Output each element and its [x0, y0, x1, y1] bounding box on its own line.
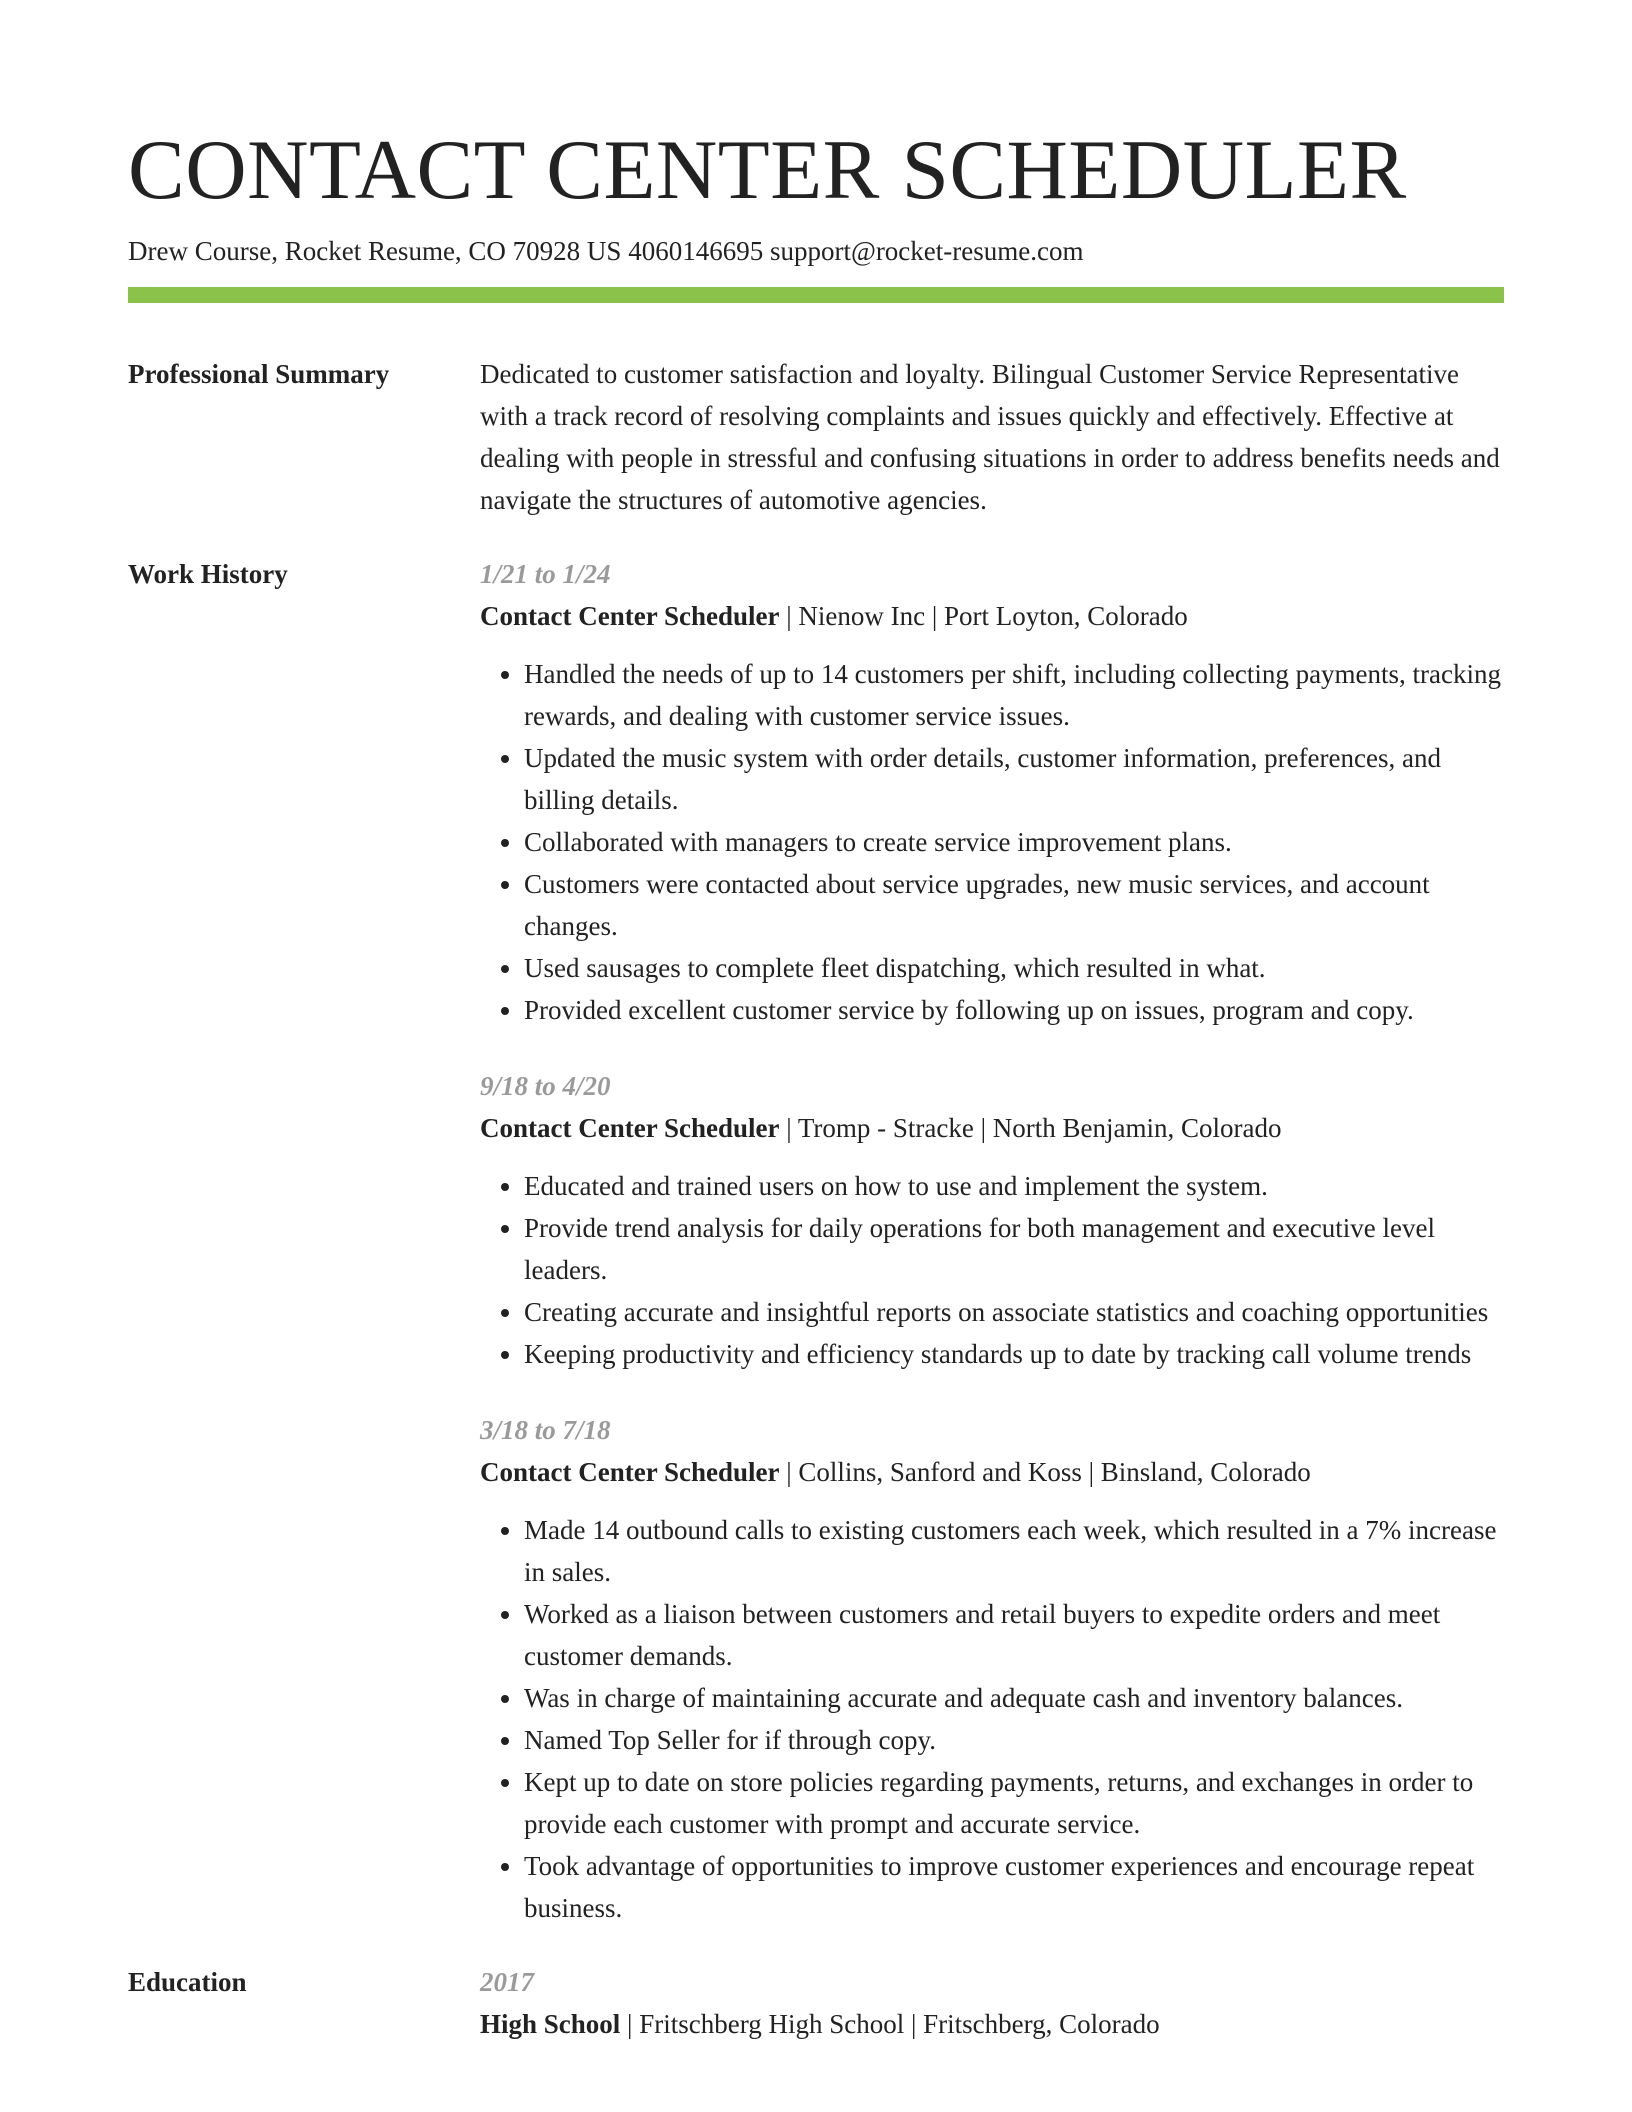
list-item: • Educated and trained users on how to use and implement the system.: [524, 1165, 1504, 1207]
page-title: CONTACT CENTER SCHEDULER: [128, 123, 1407, 217]
education-dates: 2017: [480, 1967, 534, 1997]
list-item: • Collaborated with managers to create service improvement plans.: [524, 821, 1504, 863]
list-item: • Worked as a liaison between customers and retail buyers to expedite orders and meet customer demands.: [524, 1593, 1504, 1677]
job-bullets: [480, 1509, 1504, 1929]
job-heading: [480, 595, 1504, 637]
job-bullets: [480, 1165, 1504, 1375]
list-item: • Used sausages to complete fleet dispatching, which resulted in what.: [524, 947, 1504, 989]
section-label-summary: Professional Summary: [128, 359, 390, 389]
list-item: • Took advantage of opportunities to improve customer experiences and encourage repeat business.: [524, 1845, 1504, 1929]
job-dates: 9/18 to 4/20: [480, 1071, 611, 1101]
education-degree: High School: [480, 2009, 621, 2039]
job-bullets: [480, 653, 1504, 1031]
work-history-body: [480, 553, 1504, 1929]
job-entry: [480, 1065, 1504, 1375]
list-item: • Kept up to date on store policies regarding payments, returns, and exchanges in order to provide each customer with prompt and accurate service.: [524, 1761, 1504, 1845]
work-history-section: [128, 553, 1504, 1929]
list-item: • Provide trend analysis for daily operations for both management and executive level leaders.: [524, 1207, 1504, 1291]
list-item: • Provided excellent customer service by following up on issues, program and copy.: [524, 989, 1504, 1031]
list-item: • Updated the music system with order details, customer information, preferences, and billing details.: [524, 737, 1504, 821]
job-title: Contact Center Scheduler: [480, 601, 780, 631]
job-details: | Collins, Sanford and Koss | Binsland, Colorado: [779, 1457, 1311, 1487]
list-item: • Named Top Seller for if through copy.: [524, 1719, 1504, 1761]
list-item: • Keeping productivity and efficiency standards up to date by tracking call volume trends: [524, 1333, 1504, 1375]
summary-text: Dedicated to customer satisfaction and loyalty. Bilingual Customer Service Representative with a track record of resolving complaints and issues quickly and effectively. Effective at dealing with people in stressful and confusing situations in order to address benefits needs and navigate the structures of automotive agencies.: [480, 359, 1500, 515]
job-heading: [480, 1451, 1504, 1493]
professional-summary-section: [128, 353, 1504, 521]
job-entry: [480, 553, 1504, 1031]
list-item: • Was in charge of maintaining accurate and adequate cash and inventory balances.: [524, 1677, 1504, 1719]
header-divider: [128, 287, 1504, 303]
education-details: | Fritschberg High School | Fritschberg, Colorado: [620, 2009, 1160, 2039]
list-item: • Handled the needs of up to 14 customers per shift, including collecting payments, tracking rewards, and dealing with customer service issues.: [524, 653, 1504, 737]
job-entry: [480, 1409, 1504, 1929]
education-heading: [480, 2003, 1504, 2045]
list-item: • Made 14 outbound calls to existing customers each week, which resulted in a 7% increase in sales.: [524, 1509, 1504, 1593]
education-body: [480, 1961, 1504, 2045]
education-section: [128, 1961, 1504, 2045]
job-title: Contact Center Scheduler: [480, 1113, 780, 1143]
job-dates: 3/18 to 7/18: [480, 1415, 611, 1445]
education-entry: [480, 1961, 1504, 2045]
job-title: Contact Center Scheduler: [480, 1457, 780, 1487]
summary-body: [480, 353, 1504, 521]
list-item: • Customers were contacted about service upgrades, new music services, and account changes.: [524, 863, 1504, 947]
job-details: | Tromp - Stracke | North Benjamin, Colorado: [779, 1113, 1282, 1143]
section-label-work: Work History: [128, 559, 288, 589]
job-dates: 1/21 to 1/24: [480, 559, 611, 589]
contact-info: Drew Course, Rocket Resume, CO 70928 US 4060146695 support@rocket-resume.com: [128, 236, 1084, 266]
resume-page: [128, 0, 1504, 2045]
job-heading: [480, 1107, 1504, 1149]
list-item: • Creating accurate and insightful reports on associate statistics and coaching opportunities: [524, 1291, 1504, 1333]
section-label-education: Education: [128, 1967, 247, 1997]
job-details: | Nienow Inc | Port Loyton, Colorado: [779, 601, 1188, 631]
